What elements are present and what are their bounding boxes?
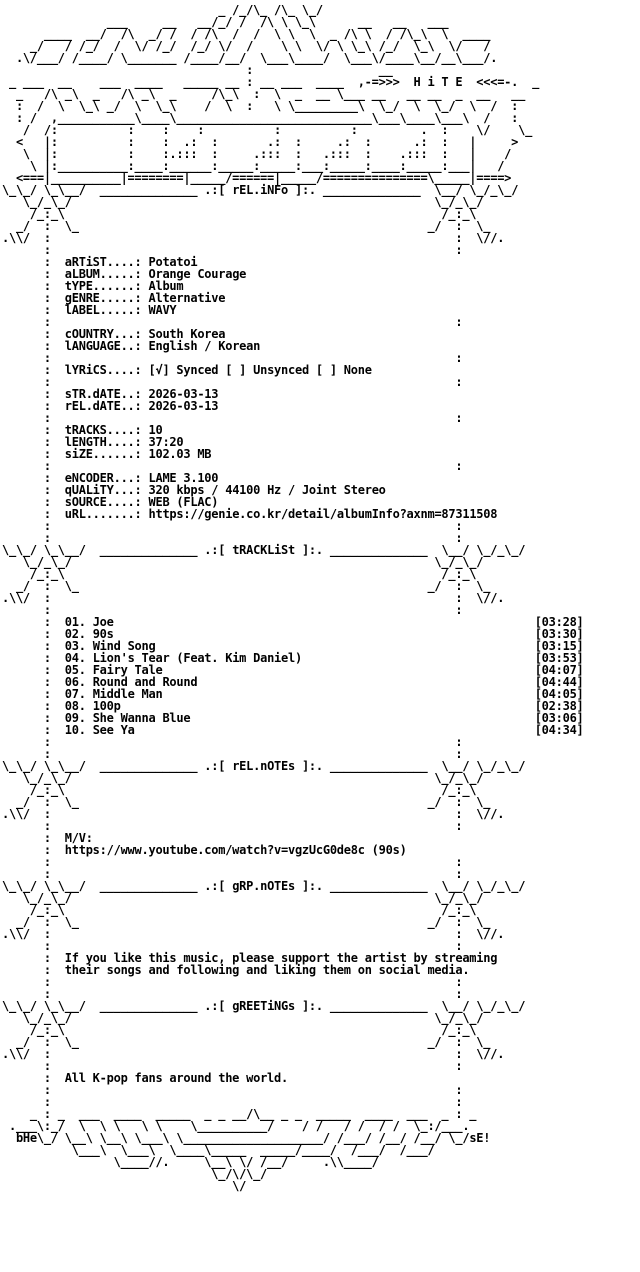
section-header: \_\_/ \_\__/ ______________ .:[ tRACKLiSt ]:. ______________ \__/ \_/_\_/ (2, 543, 526, 557)
header-art-line: _ /\ _\ _ /\ _\ _ /\_\ : \ _ __ \___ __ __ __ _ __ __ (2, 87, 547, 101)
track-row: : 10. See Ya [04:34] (2, 723, 584, 737)
track-row: : 03. Wind Song [03:15] (2, 639, 584, 653)
track-row: : 08. 100p [02:38] (2, 699, 584, 713)
header-art-line: _ /_/\_ /\_ \_/ (2, 3, 533, 17)
header-art-line: .\/___/ /____/ \_______ /____/__/ \___\____/ \___\/____\__/__\___/. (2, 51, 533, 65)
url-value: https://genie.co.kr/detail/albumInfo?axnm=87311508 (148, 507, 498, 521)
size-value: 102.03 MB (148, 447, 212, 461)
track-row: : 04. Lion's Tear (Feat. Kim Daniel) [03:53] (2, 651, 584, 665)
language-value: English / Korean (148, 339, 261, 353)
header-art-line: : / ,___________\____\____________________________\___\____\___\ / : (2, 111, 533, 125)
track-row: : 06. Round and Round [04:44] (2, 675, 584, 689)
section-header: \_\_/ \_\__/ ______________ .:[ gREETiNGs ]:. ______________ \__/ \_/_\_/ (2, 999, 526, 1013)
header-art-line: : / \ \_\ _/ \ \_\ / \ : \ \_________\ \_/ \ \_/ \ / : (2, 99, 533, 113)
section-title-tracklist: .:[ tRACKLiSt ]:. (204, 543, 323, 557)
header-art-line: \ |:__________:____:______:_____:_____:___:_____:____:_____:___| / (2, 159, 533, 173)
encoder-value: LAME 3.100 (148, 471, 219, 485)
greeting-line: All K-pop fans around the world. (64, 1071, 288, 1085)
length-value: 37:20 (148, 435, 184, 449)
header-art-line: ___ __ __/_/ / /\ \ \_\ __ __ ___ (2, 15, 540, 29)
label-value: WAVY (148, 303, 177, 317)
section-header: \_\_/ \_\__/ ______________ .:[ rEL.iNFo ]:. ______________ \__/ \_/_\_/ (2, 183, 519, 197)
header-art-line: < |: : : .: : .: : .: : .: : | > (2, 135, 533, 149)
footer-tag-left: bHe (15, 1131, 37, 1145)
section-title-release-info: .:[ rEL.iNFo ]:. (204, 183, 316, 197)
header-art-line: _ ___ __ ___ ____ _____ __ : __ ___ ____ ,-=>>> H i T E <<<=-. _ (2, 75, 547, 89)
album-value: Orange Courage (148, 267, 247, 281)
track-row: : 01. Joe [03:28] (2, 615, 584, 629)
track-row: : 07. Middle Man [04:05] (2, 687, 584, 701)
header-art-line: ____ __/ /\ _/ / / /\ / / \ \ \ _ /\ \ / /\_\ \ ____ (2, 27, 533, 41)
source-value: WEB (FLAC) (148, 495, 219, 509)
header-art-line: <===|__________|========|_____/======|_____/===============\_____|====> (2, 171, 540, 185)
lyrics-value: [√] Synced [ ] Unsynced [ ] None (148, 363, 372, 377)
section-title-group-notes: .:[ gRP.nOTEs ]:. (204, 879, 323, 893)
artist-value: Potatoi (148, 255, 198, 269)
section-header: \_\_/ \_\__/ ______________ .:[ gRP.nOTEs ]:. ______________ \__/ \_/_\_/ (2, 879, 526, 893)
track-row: : 09. She Wanna Blue [03:06] (2, 711, 584, 725)
section-title-release-notes: .:[ rEL.nOTEs ]:. (204, 759, 323, 773)
header-art-line: \ |: : :.::: : .::: : .::: : .::: : | / (2, 147, 533, 161)
section-header: \_\_/ \_\__/ ______________ .:[ rEL.nOTEs ]:. ______________ \__/ \_/_\_/ (2, 759, 526, 773)
group-note-line: their songs and following and liking them on social media. (64, 963, 470, 977)
rel-date-value: 2026-03-13 (148, 399, 219, 413)
group-note-line: If you like this music, please support the artist by streaming (64, 951, 498, 965)
str-date-value: 2026-03-13 (148, 387, 219, 401)
genre-value: Alternative (148, 291, 226, 305)
nfo-document: _ /_/\_ /\_ \_/ ___ __ __/_/ / /\ \ \_\ __ __ ___ ____ __/ /\ _/ / / /\ / / \ \ \ _ /\ \ / /\_\ \ ____ _/ / /_/ / \/ /_/ /_/ \/ / \ \ \/ \ \_\ /_/ \_\ \/ / .\/___/ /____/ \_______ /____/__/ \___\____/ \___\/____\__/__\___/. : __ _ ___ __ ___ ____ _____ __ : __ ___ ____ ,-=>>> H i T E <<<=-. _ _ /\ _\ _ /\ _\ _ /\_\ : \ _ __ \___ __ __ __ _ __ __ : / \ \_\ _/ \ \_\ / \ : \ \_________\ \_/ \ \_/ \ / : : / ,___________\____\____________________________\___\____\___\ / : / /: : : : : : . : \/ \_ < |: : : .: : .: : .: : .: : | > \ |: : :.::: : .::: : .::: : .::: : | / \ |:__________:____:______:_____:_____:___:_____:____:_____:___| / <===|__________|========|_____/======|_____/===============\_____|====> \_\_/ \_\__/ ______________ .:[ rEL.iNFo ]:. ______________ \__/ \_/_\_/ \_/_\_/ \_/_\_/ /_:_\ /_:_\ _/ : \_ _/ : \_ .\\/ : : \//. : : : aRTiST....: Potatoi : aLBUM.....: Orange Courage : tYPE......: Album : gENRE.....: Alternative : lABEL.....: WAVY : : : cOUNTRY...: South Korea : lANGUAGE..: English / Korean : : : lYRiCS....: [√] Synced [ ] Unsynced [ ] None : : : sTR.dATE..: 2026-03-13 : rEL.dATE..: 2026-03-13 : : : tRACKS....: 10 : lENGTH....: 37:20 : siZE......: 102.03 MB : : : eNCODER...: LAME 3.100 : qUALiTY...: 320 kbps / 44100 Hz / Joint Stereo : sOURCE....: WEB (FLAC) : uRL.......: https://genie.co.kr/detail/albumInfo?axnm=87311508 : : : : \_\_/ \_\__/ ______________ .:[ tRACKLiSt ]:. ______________ \__/ \_/_\_/ \_/_\_/ \_/_\_/ /_:_\ /_:_\ _/ : \_ _/ : \_ .\\/ : : \//. : : : 01. Joe [03:28] : 02. 90s [03:30] : 03. Wind Song [03:15] : 04. Lion's Tear (Feat. Kim Daniel) [03:53] : 05. Fairy Tale [04:07] : 06. Round and Round [04:44] : 07. Middle Man [04:05] : 08. 100p [02:38] : 09. She Wanna Blue [03:06] : 10. See Ya [04:34] : : : : \_\_/ \_\__/ ______________ .:[ rEL.nOTEs ]:. ______________ \__/ \_/_\_/ \_/_\_/ \_/_\_/ /_:_\ /_:_\ _/ : \_ _/ : \_ .\\/ : : \//. : : : M/V: : https://www.youtube.com/watch?v=vgzUcG0de8c (90s) : : : : \_\_/ \_\__/ ______________ .:[ gRP.nOTEs ]:. ______________ \__/ \_/_\_/ \_/_\_/ \_/_\_/ /_:_\ /_:_\ _/ : \_ _/ : \_ .\\/ : : \//. : : : If you like this music, please support the artist by streaming : their songs and following and liking them on social media. : : : : \_\_/ \_\__/ ______________ .:[ gREETiNGs ]:. ______________ \__/ \_/_\_/ \_/_\_/ \_/_\_/ /_:_\ /_:_\ _/ : \_ _/ : \_ .\\/ : : \//. : : : All K-pop fans around the world. : : : : _ : _ ___ ____ _____ _ _ __/\__ _ _ _____ ____ ___ _ : _ .___\:_/ \ \ \ \ \ \__________/ / / / / / / \_:/___. bHe\_/ \__\ \__\ \___\ \____________________/ /___/ /__/ /__/ \_/sE! \___\ \___\ \____\_____ _____/____/ /___/ /___/ \____//. \__\ \/ /__/ .\\____/ \_/\/\_/ \/ (2, 3, 584, 1193)
header-art-line: _/ / /_/ / \/ /_/ /_/ \/ / \ \ \/ \ \_\ /_/ \_\ \/ / (2, 39, 533, 53)
section-title-greetings: .:[ gREETiNGs ]:. (204, 999, 323, 1013)
footer-tag-right: sE! (469, 1131, 491, 1145)
track-row: : 05. Fairy Tale [04:07] (2, 663, 584, 677)
header-art-line: / /: : : : : : . : \/ \_ (2, 123, 540, 137)
mv-label: M/V: (64, 831, 93, 845)
tracks-value: 10 (148, 423, 163, 437)
quality-value: 320 kbps / 44100 Hz / Joint Stereo (148, 483, 386, 497)
mv-link[interactable]: https://www.youtube.com/watch?v=vgzUcG0de8c (90s) (64, 843, 407, 857)
track-row: : 02. 90s [03:30] (2, 627, 584, 641)
header-art-line: : __ (2, 63, 540, 77)
country-value: South Korea (148, 327, 226, 341)
type-value: Album (148, 279, 184, 293)
